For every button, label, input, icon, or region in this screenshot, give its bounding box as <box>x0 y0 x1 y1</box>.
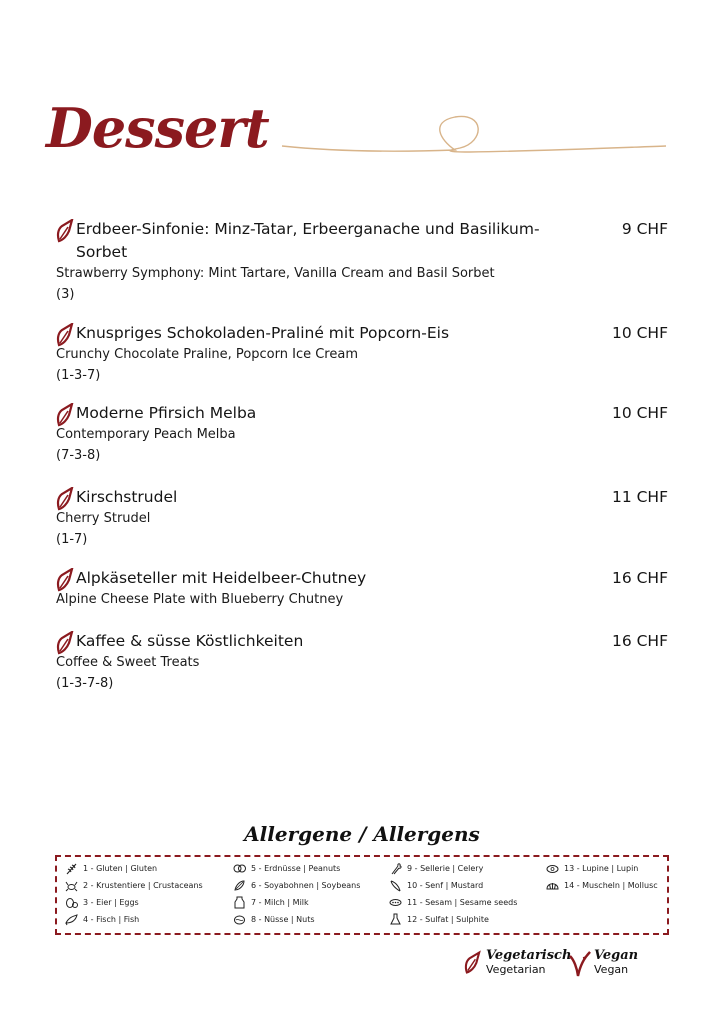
allergen-item: 13 - Lupine | Lupin <box>546 860 638 877</box>
menu-item <box>56 322 668 386</box>
decorative-swirl-line <box>280 112 670 172</box>
nut-icon <box>233 913 246 926</box>
milk-icon <box>233 896 246 909</box>
item-price: 10 CHF <box>611 404 668 422</box>
allergen-item: 5 - Erdnüsse | Peanuts <box>233 860 340 877</box>
menu-item <box>56 218 668 305</box>
vegan-icon <box>568 950 592 978</box>
allergens-title: Allergene / Allergens <box>244 822 480 846</box>
item-name: Alpkäseteller mit Heidelbeer-Chutney <box>76 569 367 587</box>
item-name: Knuspriges Schokoladen-Praliné mit Popcorn-Eis <box>76 324 450 342</box>
item-name: Kirschstrudel <box>76 488 178 506</box>
allergen-item: 1 - Gluten | Gluten <box>65 860 157 877</box>
legend-vegetarian-en: Vegetarian <box>486 963 546 976</box>
allergen-item: 6 - Soyabohnen | Soybeans <box>233 877 360 894</box>
celery-icon <box>389 862 402 875</box>
item-name: Moderne Pfirsich Melba <box>76 404 257 422</box>
crab-icon <box>65 879 78 892</box>
item-english-name: Crunchy Chocolate Praline, Popcorn Ice Cream <box>56 347 358 362</box>
item-english-name: Contemporary Peach Melba <box>56 427 236 442</box>
menu-item <box>56 567 668 610</box>
allergen-item: 14 - Muscheln | Mollusc <box>546 877 658 894</box>
sesame-icon <box>389 896 402 909</box>
allergen-item: 8 - Nüsse | Nuts <box>233 911 315 928</box>
vegetarian-icon <box>464 948 482 978</box>
allergen-item: 10 - Senf | Mustard <box>389 877 483 894</box>
sulphite-icon <box>389 913 402 926</box>
item-english-name: Cherry Strudel <box>56 511 151 526</box>
item-allergens: (1-3-7-8) <box>56 676 114 691</box>
allergen-item: 12 - Sulfat | Sulphite <box>389 911 489 928</box>
item-name: Kaffee & süsse Köstlichkeiten <box>76 632 304 650</box>
item-english-name: Coffee & Sweet Treats <box>56 655 200 670</box>
allergen-item: 11 - Sesam | Sesame seeds <box>389 894 517 911</box>
item-english-name: Alpine Cheese Plate with Blueberry Chutney <box>56 592 344 607</box>
peanut-icon <box>233 862 246 875</box>
menu-item <box>56 486 668 550</box>
allergen-item: 3 - Eier | Eggs <box>65 894 139 911</box>
item-name: Erdbeer-Sinfonie: Minz-Tatar, Erbeerganache und Basilikum-Sorbet <box>76 220 540 261</box>
egg-icon <box>65 896 78 909</box>
vegetarian-icon <box>56 219 75 243</box>
allergen-item: 9 - Sellerie | Celery <box>389 860 483 877</box>
fish-icon <box>65 913 78 926</box>
item-allergens: (1-3-7) <box>56 368 101 383</box>
mollusc-icon <box>546 879 559 892</box>
item-price: 10 CHF <box>611 324 668 342</box>
vegetarian-icon <box>56 323 75 347</box>
allergen-item: 2 - Krustentiere | Crustaceans <box>65 877 203 894</box>
item-price: 9 CHF <box>621 220 668 238</box>
wheat-icon <box>65 862 78 875</box>
vegetarian-icon <box>56 487 75 511</box>
item-price: 16 CHF <box>611 569 668 587</box>
menu-item <box>56 402 668 466</box>
item-english-name: Strawberry Symphony: Mint Tartare, Vanilla Cream and Basil Sorbet <box>56 266 495 281</box>
allergen-item: 7 - Milch | Milk <box>233 894 309 911</box>
vegetarian-icon <box>56 631 75 655</box>
item-price: 11 CHF <box>611 488 668 506</box>
legend-vegan-en: Vegan <box>594 963 629 976</box>
item-price: 16 CHF <box>611 632 668 650</box>
item-allergens: (7-3-8) <box>56 448 101 463</box>
item-allergens: (1-7) <box>56 532 88 547</box>
vegetarian-icon <box>56 568 75 592</box>
menu-item <box>56 630 668 694</box>
mustard-icon <box>389 879 402 892</box>
vegetarian-icon <box>56 403 75 427</box>
item-allergens: (3) <box>56 287 75 302</box>
lupin-icon <box>546 862 559 875</box>
soybean-icon <box>233 879 246 892</box>
legend-vegetarian-de: Vegetarisch <box>486 948 572 963</box>
allergens-box <box>55 855 669 935</box>
page-title: Dessert <box>46 96 269 160</box>
legend-vegan-de: Vegan <box>594 948 639 963</box>
allergen-item: 4 - Fisch | Fish <box>65 911 139 928</box>
